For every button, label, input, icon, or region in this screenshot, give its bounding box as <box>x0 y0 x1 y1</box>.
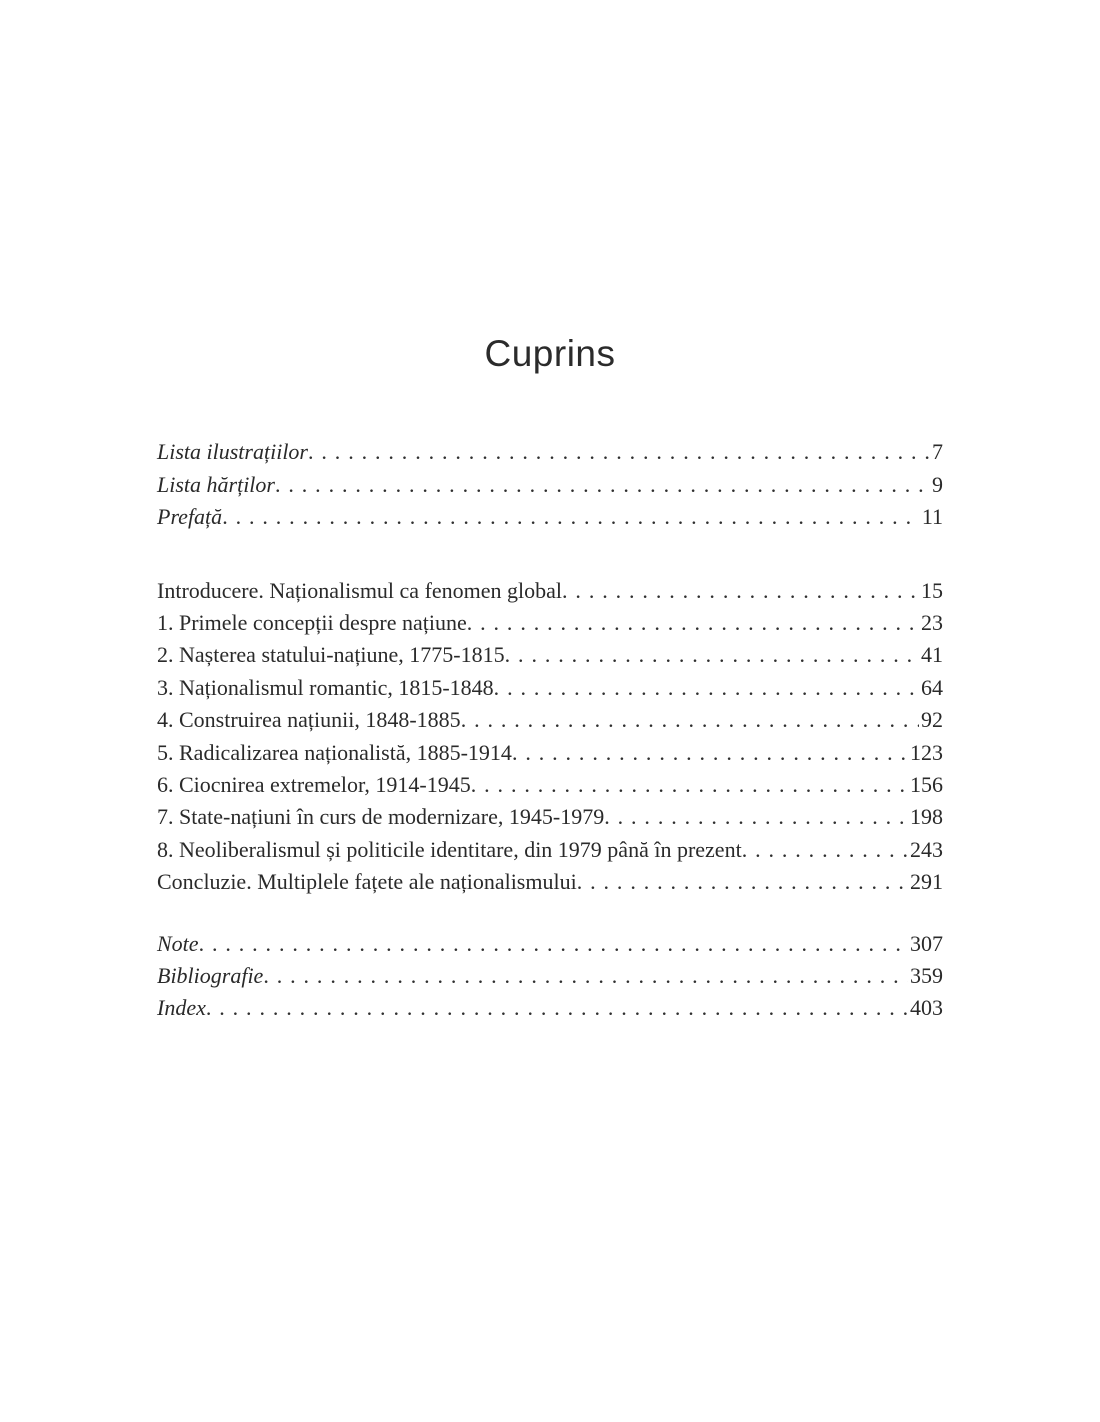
toc-entry <box>157 672 943 704</box>
toc-entry-label: Bibliografie <box>157 963 264 989</box>
toc-entry-label: 5. Radicalizarea naționalistă, 1885-1914 <box>157 739 512 765</box>
dot-leader <box>461 704 919 736</box>
toc-entry-label: 6. Ciocnirea extremelor, 1914-1945 <box>157 772 471 798</box>
dot-leader <box>222 501 920 533</box>
toc-entry-page: 123 <box>910 739 943 765</box>
toc-entry-label: 2. Nașterea statului-națiune, 1775-1815 <box>157 642 505 668</box>
toc-entry-page: 15 <box>921 577 943 603</box>
toc-entry-page: 156 <box>910 772 943 798</box>
toc-entry <box>157 960 943 992</box>
toc-entry-page: 41 <box>921 642 943 668</box>
toc-entry <box>157 769 943 801</box>
toc-entry-label: Index <box>157 995 206 1021</box>
toc-entry <box>157 801 943 833</box>
toc-entry-page: 7 <box>932 439 943 465</box>
toc-entry <box>157 436 943 468</box>
toc-entry-label: 8. Neoliberalismul și politicile identitare, din 1979 până în prezent <box>157 836 742 862</box>
toc-chapters <box>157 575 943 899</box>
dot-leader <box>275 469 930 501</box>
toc-front-matter <box>157 436 943 533</box>
toc-entry-page: 11 <box>921 504 943 530</box>
toc-entry-page: 23 <box>921 610 943 636</box>
toc-entry <box>157 469 943 501</box>
toc-entry-label: Note <box>157 930 199 956</box>
toc-entry-page: 243 <box>910 836 943 862</box>
toc-entry-label: Lista ilustrațiilor <box>157 439 308 465</box>
toc-entry-label: Prefață <box>157 504 223 530</box>
toc-entry <box>157 575 943 607</box>
toc-entry <box>157 501 943 533</box>
toc-entry-page: 403 <box>910 995 943 1021</box>
dot-leader <box>494 672 919 704</box>
toc-entry <box>157 639 943 671</box>
toc-entry-page: 92 <box>921 707 943 733</box>
toc-entry-page: 64 <box>921 674 943 700</box>
toc-entry-page: 291 <box>910 869 943 895</box>
toc-entry-page: 198 <box>910 804 943 830</box>
dot-leader <box>562 575 919 607</box>
toc-back-matter <box>157 928 943 1025</box>
toc-entry-label: Lista hărților <box>157 471 275 497</box>
dot-leader <box>742 834 908 866</box>
toc-entry-label: 4. Construirea națiunii, 1848-1885 <box>157 707 461 733</box>
dot-leader <box>577 866 908 898</box>
dot-leader <box>604 801 908 833</box>
page-title: Cuprins <box>484 333 616 374</box>
toc-entry-label: Introducere. Naționalismul ca fenomen global <box>157 577 563 603</box>
toc-entry-label: 3. Naționalismul romantic, 1815-1848 <box>157 674 494 700</box>
dot-leader <box>308 436 930 468</box>
toc-entry <box>157 928 943 960</box>
dot-leader <box>505 639 919 671</box>
toc-entry-page: 307 <box>910 930 943 956</box>
toc-entry-page: 359 <box>910 963 943 989</box>
toc-entry-label: 1. Primele concepții despre națiune <box>157 610 467 636</box>
dot-leader <box>263 960 908 992</box>
toc-entry <box>157 607 943 639</box>
toc-entry <box>157 834 943 866</box>
toc-entry <box>157 992 943 1024</box>
toc-entry-label: Concluzie. Multiplele fațete ale naționalismului <box>157 869 577 895</box>
dot-leader <box>199 928 908 960</box>
dot-leader <box>512 737 908 769</box>
dot-leader <box>206 992 908 1024</box>
dot-leader <box>467 607 919 639</box>
toc-entry-label: 7. State-națiuni în curs de modernizare, 1945-1979 <box>157 804 605 830</box>
page-content <box>157 0 943 1025</box>
toc-entry-page: 9 <box>932 471 943 497</box>
toc-entry <box>157 704 943 736</box>
dot-leader <box>471 769 908 801</box>
toc-entry <box>157 866 943 898</box>
table-of-contents <box>157 436 943 1025</box>
toc-entry <box>157 737 943 769</box>
